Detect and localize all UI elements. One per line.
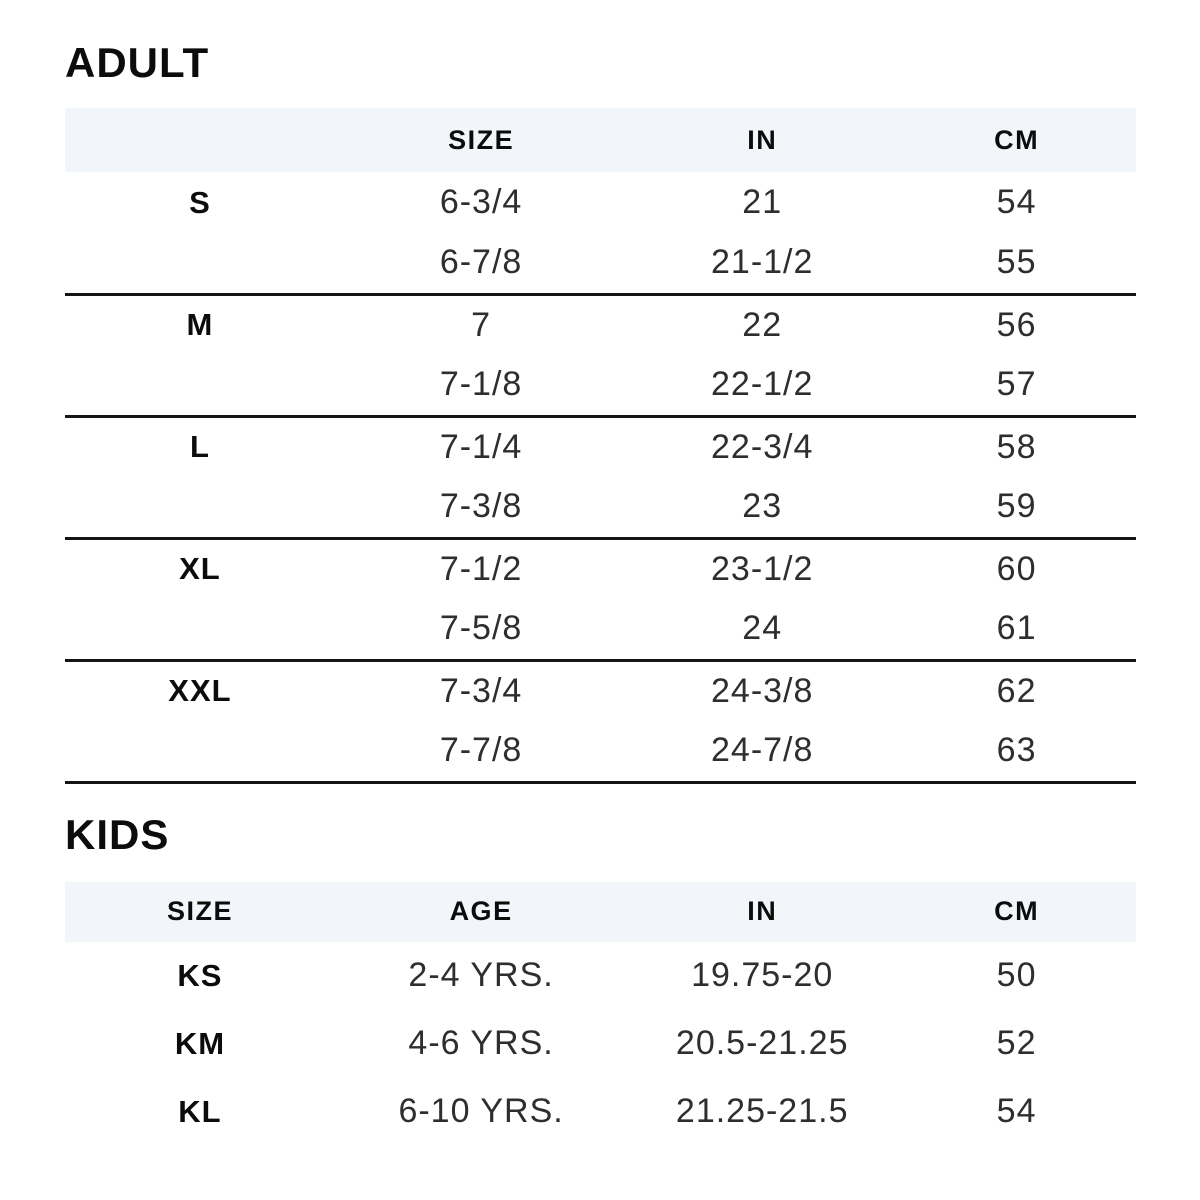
adult-group-label-empty [65,355,335,416]
kids-header-in: IN [747,896,778,926]
in-cell: 19.75-20 [691,956,834,994]
table-row [65,416,1136,477]
adult-header-cm: CM [994,124,1040,155]
table-row [65,538,1136,599]
adult-group-label-empty [65,233,335,294]
in-cell: 21 [742,183,783,221]
adult-table-header [65,108,1136,172]
in-cell: 24-3/8 [711,671,814,710]
size-cell: 7-1/8 [439,365,523,404]
adult-group-xxl [65,660,1136,782]
in-cell: 21-1/2 [711,243,814,282]
table-row [65,1010,1136,1078]
size-cell: 7-3/8 [439,487,523,526]
table-row [65,172,1136,233]
size-cell: 6-3/4 [439,183,523,221]
size-cell: 7-1/2 [439,549,523,588]
cm-cell: 57 [996,365,1037,404]
kids-header-row [65,882,1136,942]
cm-cell: 61 [996,609,1037,648]
size-cell: 6-7/8 [439,243,523,282]
adult-group-l [65,416,1136,538]
kids-size-table [65,882,1136,1146]
kids-table-body [65,942,1136,1146]
size-cell: 7-5/8 [439,609,523,648]
size-cell: 7-1/4 [439,427,523,466]
kids-table-header [65,882,1136,942]
adult-section-title: ADULT [65,39,210,86]
adult-group-label: XL [179,551,221,587]
kids-size-label: KS [177,957,223,993]
adult-header-size: SIZE [448,124,515,155]
adult-header-empty [65,108,335,172]
adult-group-label: M [186,307,214,343]
age-cell: 4-6 YRS. [408,1024,554,1062]
adult-group-label: XXL [168,673,232,709]
adult-group-s [65,172,1136,294]
size-cell: 7-3/4 [439,671,523,710]
cm-cell: 50 [996,956,1037,994]
age-cell: 6-10 YRS. [398,1092,564,1130]
adult-group-label: S [189,184,211,220]
cm-cell: 54 [996,1092,1037,1130]
kids-section-title: KIDS [65,810,170,858]
table-row [65,233,1136,294]
adult-group-label-empty [65,721,335,782]
cm-cell: 54 [996,183,1037,221]
table-row [65,660,1136,721]
cm-cell: 59 [996,487,1037,526]
adult-group-label-empty [65,477,335,538]
adult-header-in: IN [747,124,778,155]
adult-group-label: L [189,429,210,465]
kids-size-label: KL [178,1093,222,1129]
size-cell: 7 [471,305,492,344]
table-row [65,721,1136,782]
in-cell: 20.5-21.25 [675,1024,849,1062]
table-row [65,599,1136,660]
cm-cell: 55 [996,243,1037,282]
table-row [65,477,1136,538]
in-cell: 21.25-21.5 [675,1092,849,1130]
cm-cell: 60 [996,549,1037,588]
in-cell: 22-3/4 [711,427,814,466]
adult-size-table [65,108,1136,784]
in-cell: 24-7/8 [711,731,814,770]
cm-cell: 52 [996,1024,1037,1062]
kids-size-label: KM [174,1025,226,1061]
in-cell: 24 [742,609,783,648]
in-cell: 22 [742,305,783,344]
in-cell: 23-1/2 [711,549,814,588]
cm-cell: 62 [996,671,1037,710]
table-row [65,294,1136,355]
age-cell: 2-4 YRS. [408,956,554,994]
kids-header-cm: CM [994,896,1040,926]
adult-group-m [65,294,1136,416]
adult-group-xl [65,538,1136,660]
cm-cell: 63 [996,731,1037,770]
kids-header-age: AGE [449,896,513,926]
table-row [65,942,1136,1010]
adult-header-row [65,108,1136,172]
adult-group-label-empty [65,599,335,660]
in-cell: 23 [742,487,783,526]
kids-header-size: SIZE [166,896,233,926]
cm-cell: 56 [996,305,1037,344]
table-row [65,355,1136,416]
size-cell: 7-7/8 [439,731,523,770]
cm-cell: 58 [996,427,1037,466]
in-cell: 22-1/2 [711,365,814,404]
table-row [65,1078,1136,1146]
